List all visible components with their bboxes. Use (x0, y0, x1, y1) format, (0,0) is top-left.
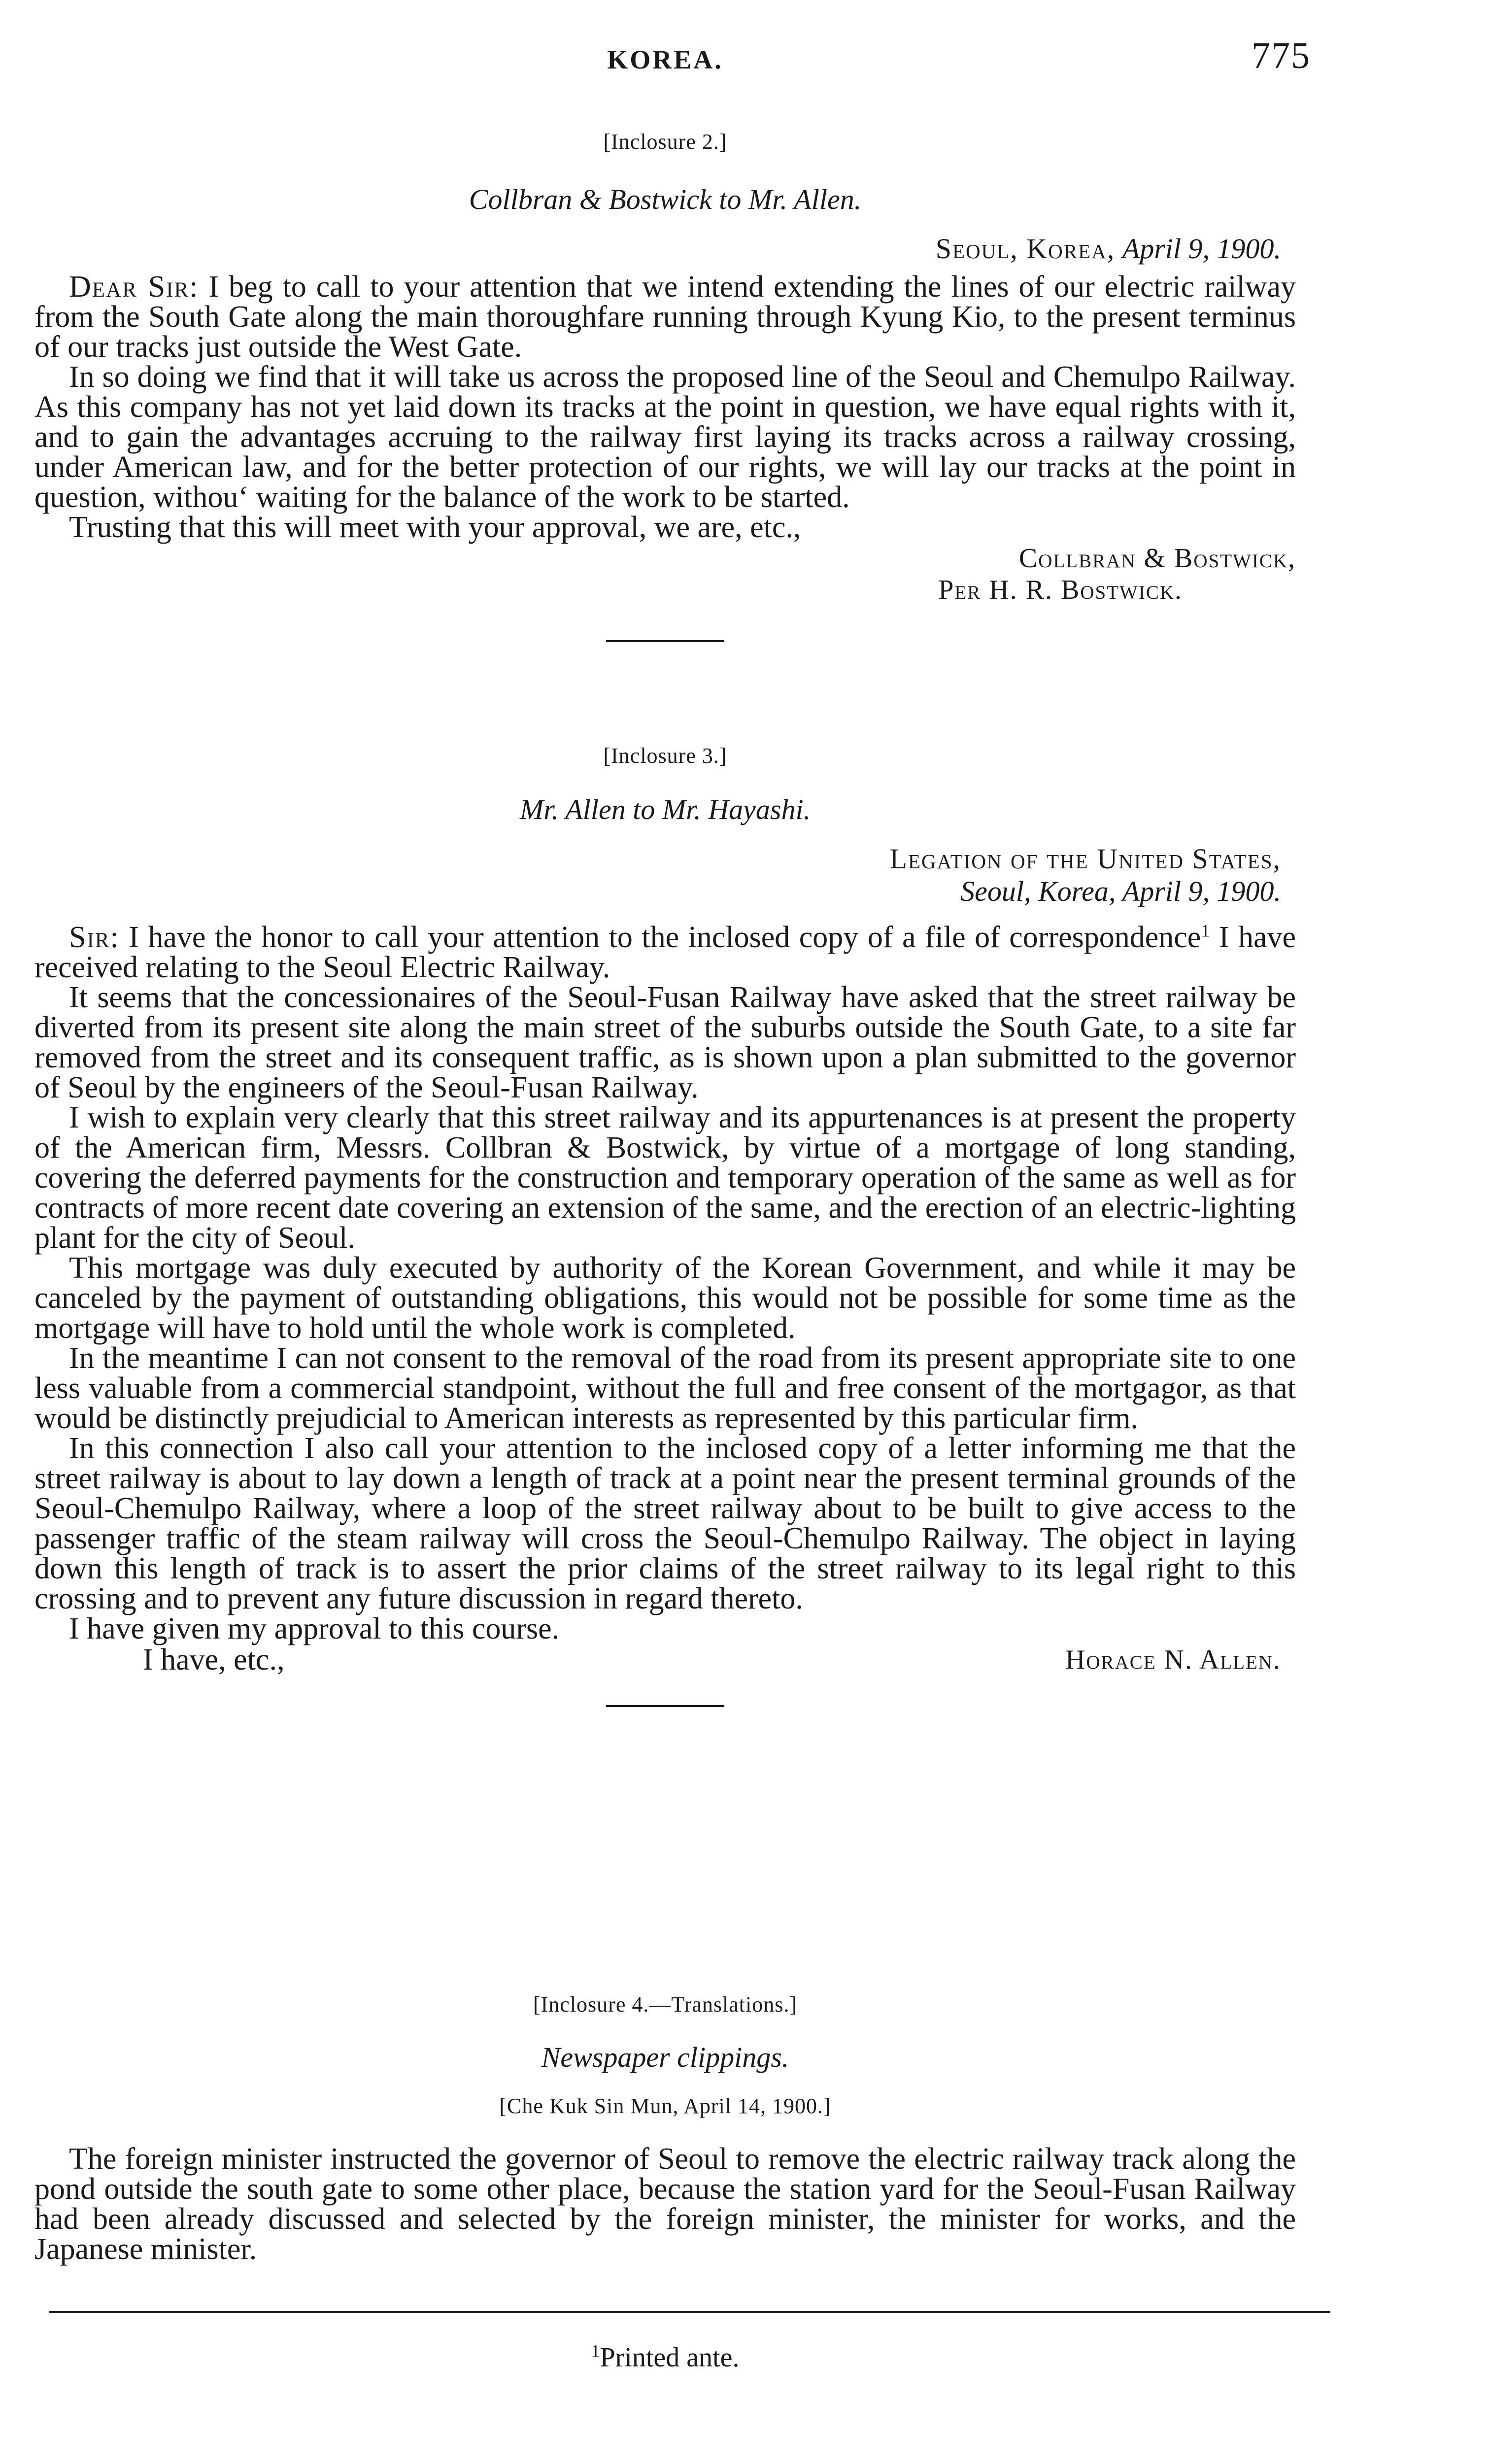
paragraph: In the meantime I can not consent to the removal of the road from its present appropriate site to one less valuable from a commercial standpoint, without the full and free consent of the mortgagor, as that would be distinctly prejudicial to American interests as represented by this particular firm. (34, 1341, 1296, 1435)
paragraph: It seems that the concessionaires of the Seoul-Fusan Railway have asked that the street railway be diverted from its present site along the main street of the suburbs outside the South Gate, to a site far removed from the street and its consequent traffic, as is shown upon a plan submitted to the governor of Seoul by the engineers of the Seoul-Fusan Railway. (34, 981, 1296, 1104)
inclosure-2-signature (34, 543, 1296, 606)
footnote-area (34, 2342, 1296, 2373)
section-divider (606, 1705, 724, 1707)
inclosure-3-closing (34, 1644, 1296, 1676)
inclosure-4-label: [Inclosure 4.—Translations.] (533, 1992, 797, 2017)
inclosure-3-section (34, 743, 1296, 1707)
inclosure-2-label: [Inclosure 2.] (603, 130, 727, 154)
signature: Horace N. Allen. (1065, 1644, 1281, 1675)
paragraph: I have given my approval to this course. (69, 1612, 560, 1645)
newspaper-source: [Che Kuk Sin Mun, April 14, 1900.] (499, 2094, 831, 2118)
paragraph: Trusting that this will meet with your approval, we are, etc., (69, 511, 801, 544)
running-head (34, 34, 1311, 89)
inclosure-2-dateline (34, 233, 1296, 265)
dateline-date: Seoul, Korea, April 9, 1900. (960, 875, 1281, 907)
paragraph: I wish to explain very clearly that this street railway and its appurtenances is at present the property of the American firm, Messrs. Collbran & Bostwick, by virtue of a mortgage of long standing, covering the deferred payments for the construction and temporary operation of the same as well as for contracts of more recent date covering an extension of the same, and the erection of an electric-lighting plant for the city of Seoul. (34, 1101, 1296, 1255)
signature-firm: Collbran & Bostwick, (1018, 543, 1296, 574)
inclosure-2-section (34, 129, 1296, 642)
paragraph (34, 923, 1296, 983)
paragraph: The foreign minister instructed the governor of Seoul to remove the electric railway track along the pond outside the south gate to some other place, because the station yard for the Seoul-Fusan Railway had been already discussed and selected by the foreign minister, the minister for works, and the Japanese minister. (34, 2142, 1296, 2266)
paragraph-text: I have received relating to the Seoul Electric Railway. (34, 921, 1296, 984)
footnote-text: Printed ante. (600, 2342, 740, 2373)
paragraph-text: I have the honor to call your attention to the inclosed copy of a file of correspondence (129, 921, 1201, 954)
footnote-marker: 1 (591, 2341, 600, 2361)
salutation: Sir: (69, 921, 120, 954)
footnote-rule (49, 2311, 1330, 2313)
section-divider (606, 640, 724, 642)
inclosure-2-heading: Collbran & Bostwick to Mr. Allen. (469, 183, 862, 215)
inclosure-4-section (34, 1992, 1296, 2264)
closing-text: I have, etc., (143, 1643, 285, 1677)
running-title: KOREA. (607, 45, 723, 74)
paragraph: In so doing we find that it will take us across the proposed line of the Seoul and Chemulpo Railway. As this company has not yet laid down its tracks at the point in question, we have equal rights with it, and to gain the advantages accruing to the railway first laying its tracks across a railway crossing, under American law, and for the better protection of our rights, we will lay our tracks at the point in question, withou‘ waiting for the balance of the work to be started. (34, 360, 1296, 514)
paragraph: This mortgage was duly executed by authority of the Korean Government, and while it may be canceled by the payment of outstanding obligations, this would not be possible for some time as the mortgage will have to hold until the whole work is completed. (34, 1251, 1296, 1345)
footnote-reference: 1 (1201, 921, 1210, 941)
inclosure-4-body (34, 2144, 1296, 2264)
inclosure-2-body (34, 272, 1296, 543)
dateline-place: Seoul, Korea, (935, 233, 1116, 265)
dateline-date: April 9, 1900. (1122, 233, 1281, 265)
paragraph-text: I beg to call to your attention that we intend extending the lines of our electric railway from the South Gate along the main thoroughfare running through Kyung Kio, to the present terminus of our tracks just outside the West Gate. (34, 270, 1296, 364)
dateline-place: Legation of the United States, (889, 843, 1281, 875)
inclosure-3-label: [Inclosure 3.] (603, 744, 727, 768)
footnote (34, 2342, 1296, 2373)
paragraph: In this connection I also call your attention to the inclosed copy of a letter informing me that the street railway is about to lay down a length of track at a point near the present terminal grounds of the Seoul-Chemulpo Railway, where a loop of the street railway about to be built to give access to the passenger traffic of the steam railway will cross the Seoul-Chemulpo Railway. The object in laying down this length of track is to assert the prior claims of the street railway to its legal right to this crossing and to prevent any future discussion in regard thereto. (34, 1432, 1296, 1615)
inclosure-4-heading: Newspaper clippings. (541, 2041, 789, 2073)
inclosure-3-heading: Mr. Allen to Mr. Hayashi. (519, 793, 811, 825)
signature-per: Per H. R. Bostwick. (938, 575, 1183, 605)
paragraph (34, 272, 1296, 362)
page-number: 775 (1252, 35, 1311, 76)
salutation: Dear Sir: (69, 270, 199, 304)
inclosure-3-dateline (34, 843, 1296, 908)
inclosure-3-body (34, 923, 1296, 1644)
